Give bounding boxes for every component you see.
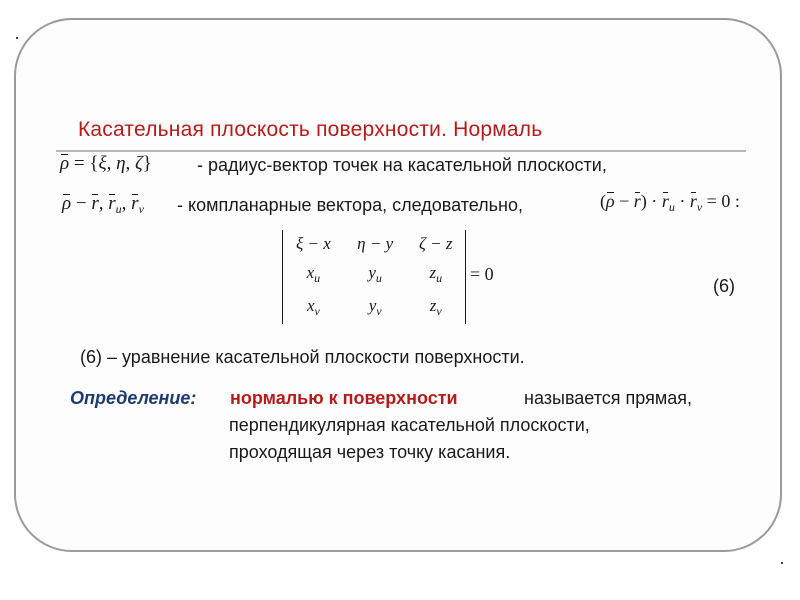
radius-vector-formula: ρ = {ξ, η, ζ} bbox=[60, 153, 152, 174]
slide-title: Касательная плоскость поверхности. Нормаль bbox=[78, 118, 543, 141]
title-underline bbox=[56, 150, 746, 152]
determinant-cell: $x_u$ bbox=[306, 263, 321, 286]
definition-line3: проходящая через точку касания. bbox=[229, 442, 511, 462]
radius-vector-description: - радиус-вектор точек на касательной плоскости, bbox=[197, 155, 607, 175]
determinant-cell: $z_u$ bbox=[429, 263, 443, 286]
determinant-cell: $y_u$ bbox=[368, 263, 382, 286]
determinant-row bbox=[283, 258, 465, 291]
corner-dot-top-left bbox=[16, 37, 18, 39]
determinant-cell: η − y bbox=[357, 234, 394, 254]
mixed-product-condition: $(\rho - r) \cdot r_u \cdot r_v = 0$ : bbox=[600, 191, 740, 214]
determinant-cell: $y_v$ bbox=[368, 296, 382, 319]
determinant-cell: ζ − z bbox=[419, 234, 453, 254]
equation-caption: (6) – уравнение касательной плоскости поверхности. bbox=[80, 347, 525, 367]
determinant-cell: $z_v$ bbox=[429, 296, 442, 319]
definition-line2: перпендикулярная касательной плоскости, bbox=[229, 415, 590, 435]
determinant-equals-zero: = 0 bbox=[470, 264, 494, 284]
definition-term: нормалью к поверхности bbox=[230, 388, 458, 408]
determinant-cell: ξ − x bbox=[295, 234, 331, 254]
coplanar-vectors-formula: ρ − r, $r_u$, $r_v$ bbox=[62, 193, 144, 216]
corner-dot-bottom-right bbox=[781, 562, 783, 564]
equation-number: (6) bbox=[713, 276, 735, 296]
definition-line1: называется прямая, bbox=[524, 388, 692, 408]
determinant-row bbox=[283, 230, 465, 258]
tangent-plane-determinant bbox=[282, 230, 466, 324]
coplanar-vectors-description: - компланарные вектора, следовательно, bbox=[177, 195, 523, 215]
determinant-cell: $x_v$ bbox=[306, 296, 320, 319]
determinant-row bbox=[283, 291, 465, 324]
definition-label: Определение: bbox=[70, 388, 197, 408]
